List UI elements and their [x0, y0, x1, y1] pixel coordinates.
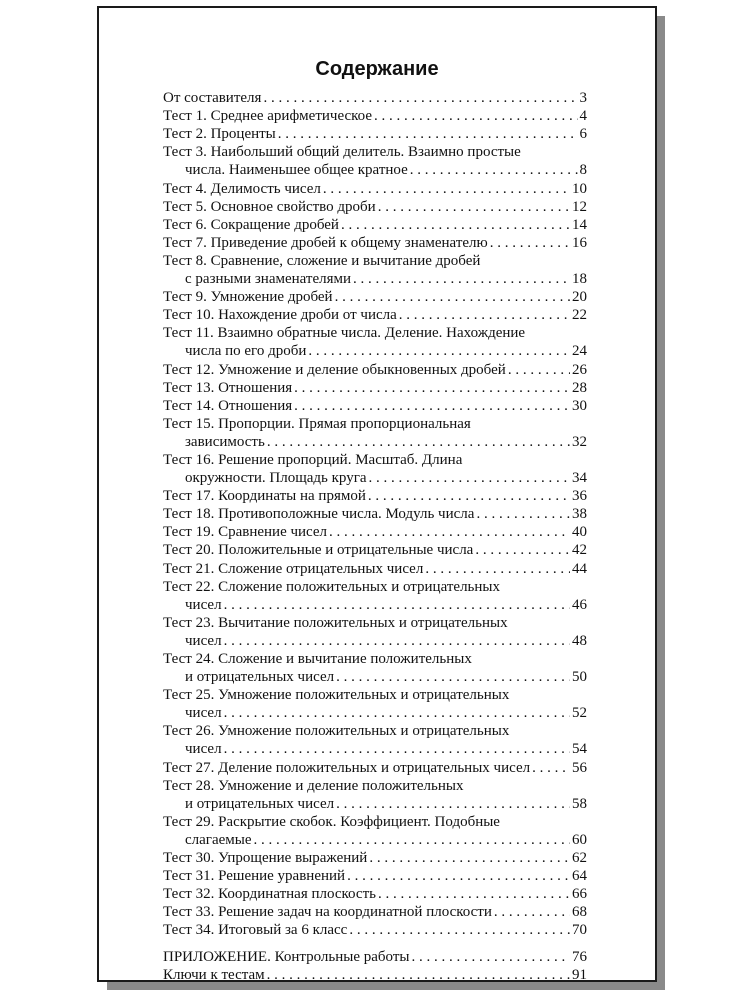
- toc-page-number: 16: [572, 234, 587, 251]
- toc-page-number: 32: [572, 433, 587, 450]
- toc-entry-line: [163, 614, 587, 632]
- toc-page-number: 14: [572, 216, 587, 233]
- dot-leader: [368, 487, 570, 505]
- toc-page-number: 38: [572, 506, 587, 523]
- toc-entry-title: Тест 10. Нахождение дроби от числа: [163, 307, 397, 324]
- toc-page-number: 62: [572, 850, 587, 867]
- toc-entry: [163, 668, 587, 686]
- toc-page-number: 66: [572, 886, 587, 903]
- dot-leader: [476, 505, 570, 523]
- toc-page-number: 20: [572, 289, 587, 306]
- toc-entry: [163, 107, 587, 125]
- dot-leader: [224, 704, 570, 722]
- toc-entry-title: Тест 24. Сложение и вычитание положительных: [163, 651, 472, 667]
- dot-leader: [278, 125, 578, 143]
- dot-leader: [263, 89, 577, 107]
- toc-entry-title: Тест 7. Приведение дробей к общему знаменателю: [163, 234, 488, 251]
- dot-leader: [267, 966, 570, 984]
- dot-leader: [494, 903, 570, 921]
- toc-entry: [163, 89, 587, 107]
- toc-entry-title: Тест 1. Среднее арифметическое: [163, 108, 373, 125]
- toc-entry: [163, 360, 587, 378]
- dot-leader: [349, 921, 570, 939]
- toc-page-number: 64: [572, 868, 587, 885]
- toc-entry-line: [163, 777, 587, 795]
- dot-leader: [475, 541, 570, 559]
- toc-entry-title: Тест 32. Координатная плоскость: [163, 886, 376, 903]
- toc-page-number: 3: [579, 90, 587, 107]
- dot-leader: [410, 161, 578, 179]
- toc-entry: [163, 947, 587, 965]
- toc-entry: [163, 559, 587, 577]
- toc-entry: [163, 596, 587, 614]
- toc-entry-title: Тест 22. Сложение положительных и отрицательных: [163, 578, 501, 595]
- toc-entry: [163, 505, 587, 523]
- toc-entry-title: чисел: [185, 705, 222, 722]
- dot-leader: [411, 948, 570, 966]
- toc-entry: [163, 849, 587, 867]
- dot-leader: [323, 180, 570, 198]
- toc-entry: [163, 867, 587, 885]
- toc-entry-title: с разными знаменателями: [185, 271, 352, 288]
- toc-entry-title: Тест 26. Умножение положительных и отрицательных: [163, 723, 510, 740]
- toc-entry-title: Тест 27. Деление положительных и отрицательных чисел: [163, 759, 531, 776]
- toc-entry: [163, 288, 587, 306]
- toc-entry-title: чисел: [185, 596, 222, 613]
- toc-entry-line: [163, 813, 587, 831]
- dot-leader: [224, 632, 570, 650]
- toc-entry: [163, 966, 587, 984]
- toc-page-number: 26: [572, 361, 587, 378]
- toc-entry-title: Тест 30. Упрощение выражений: [163, 850, 368, 867]
- toc-entry-title: Тест 9. Умножение дробей: [163, 289, 333, 306]
- dot-leader: [254, 831, 571, 849]
- toc-entry-title: Тест 2. Проценты: [163, 126, 276, 143]
- toc-entry-title: Тест 29. Раскрытие скобок. Коэффициент. Подобные: [163, 813, 500, 830]
- dot-leader: [378, 198, 570, 216]
- toc-entry-title: Тест 17. Координаты на прямой: [163, 488, 366, 505]
- toc-entry-title: Тест 15. Пропорции. Прямая пропорциональная: [163, 415, 471, 432]
- toc-page-number: 46: [572, 596, 587, 613]
- toc-entry-title: Тест 16. Решение пропорций. Масштаб. Длина: [163, 451, 463, 468]
- dot-leader: [369, 469, 570, 487]
- toc-entry-title: Тест 25. Умножение положительных и отрицательных: [163, 687, 510, 704]
- toc-page-number: 18: [572, 271, 587, 288]
- toc-page-number: 91: [572, 966, 587, 983]
- book-page: [97, 6, 657, 982]
- toc-entry: [163, 306, 587, 324]
- dot-leader: [294, 397, 570, 415]
- toc-entry-title: Тест 18. Противоположные числа. Модуль числа: [163, 506, 475, 523]
- toc-entry: [163, 758, 587, 776]
- toc-entry-line: [163, 578, 587, 596]
- dot-leader: [347, 867, 570, 885]
- toc-page-number: 24: [572, 343, 587, 360]
- toc-entry-title: числа по его дроби: [185, 343, 307, 360]
- toc-entry-title: Тест 28. Умножение и деление положительных: [163, 777, 464, 794]
- dot-leader: [532, 759, 570, 777]
- toc-page-number: 54: [572, 741, 587, 758]
- toc-entry-line: [163, 252, 587, 270]
- toc-entry: [163, 342, 587, 360]
- dot-leader: [369, 849, 570, 867]
- toc-entry-title: и отрицательных чисел: [185, 669, 335, 686]
- toc-entry: [163, 903, 587, 921]
- toc-entry-title: чисел: [185, 741, 222, 758]
- dot-leader: [267, 433, 570, 451]
- toc-entry: [163, 921, 587, 939]
- toc-entry-title: и отрицательных чисел: [185, 795, 335, 812]
- toc-entry-title: Тест 8. Сравнение, сложение и вычитание дробей: [163, 252, 481, 269]
- toc-entry: [163, 469, 587, 487]
- toc-page-number: 70: [572, 922, 587, 939]
- dot-leader: [353, 270, 570, 288]
- toc-entry-title: Тест 14. Отношения: [163, 397, 293, 414]
- toc-entry-line: [163, 415, 587, 433]
- toc-entry-title: Ключи к тестам: [163, 966, 265, 983]
- dot-leader: [341, 216, 570, 234]
- toc-page-number: 42: [572, 542, 587, 559]
- toc-page-number: 44: [572, 560, 587, 577]
- toc-entry-title: Тест 34. Итоговый за 6 класс: [163, 922, 348, 939]
- toc-entry: [163, 487, 587, 505]
- toc-entry: [163, 216, 587, 234]
- toc-entry-title: чисел: [185, 632, 222, 649]
- toc-entry-title: Тест 6. Сокращение дробей: [163, 216, 339, 233]
- toc-entry-line: [163, 722, 587, 740]
- toc-entry: [163, 795, 587, 813]
- dot-leader: [399, 306, 570, 324]
- toc-entry-title: Тест 5. Основное свойство дроби: [163, 198, 376, 215]
- toc-entry-line: [163, 324, 587, 342]
- toc-entry-line: [163, 650, 587, 668]
- section-gap: [163, 939, 587, 947]
- page-title: Содержание: [315, 58, 439, 80]
- toc-entry: [163, 270, 587, 288]
- toc-entry-title: Тест 33. Решение задач на координатной плоскости: [163, 904, 492, 921]
- toc-page-number: 48: [572, 632, 587, 649]
- toc-page-number: 6: [579, 126, 587, 143]
- dot-leader: [508, 361, 570, 379]
- toc-entry-title: зависимость: [185, 433, 265, 450]
- dot-leader: [336, 668, 570, 686]
- toc-entry: [163, 885, 587, 903]
- dot-leader: [308, 342, 570, 360]
- toc-page-number: 22: [572, 307, 587, 324]
- toc-entry: [163, 125, 587, 143]
- toc-entry-title: Тест 20. Положительные и отрицательные числа: [163, 542, 474, 559]
- dot-leader: [374, 107, 577, 125]
- toc-entry: [163, 179, 587, 197]
- toc-entry-title: Тест 11. Взаимно обратные числа. Деление. Нахождение: [163, 325, 526, 342]
- dot-leader: [224, 740, 570, 758]
- toc-entry-title: Тест 31. Решение уравнений: [163, 868, 346, 885]
- toc-entry-title: ПРИЛОЖЕНИЕ. Контрольные работы: [163, 948, 410, 965]
- toc-page-number: 76: [572, 948, 587, 965]
- table-of-contents: [163, 89, 587, 984]
- toc-entry: [163, 379, 587, 397]
- dot-leader: [329, 523, 570, 541]
- toc-page-number: 36: [572, 488, 587, 505]
- toc-entry: [163, 831, 587, 849]
- toc-page-number: 8: [579, 162, 587, 179]
- toc-page-number: 52: [572, 705, 587, 722]
- dot-leader: [336, 795, 570, 813]
- toc-page-number: 50: [572, 669, 587, 686]
- toc-entry-title: окружности. Площадь круга: [185, 470, 367, 487]
- toc-entry-line: [163, 686, 587, 704]
- toc-entry-title: Тест 12. Умножение и деление обыкновенных дробей: [163, 361, 506, 378]
- toc-page-number: 4: [579, 108, 587, 125]
- toc-entry-title: От составителя: [163, 90, 262, 107]
- toc-entry: [163, 632, 587, 650]
- toc-entry-title: Тест 23. Вычитание положительных и отрицательных: [163, 614, 508, 631]
- toc-entry-title: Тест 21. Сложение отрицательных чисел: [163, 560, 424, 577]
- toc-page-number: 58: [572, 795, 587, 812]
- toc-entry-line: [163, 451, 587, 469]
- toc-entry-title: Тест 4. Делимость чисел: [163, 180, 321, 197]
- toc-entry: [163, 433, 587, 451]
- toc-entry-title: Тест 3. Наибольший общий делитель. Взаимно простые: [163, 144, 521, 161]
- toc-entry-line: [163, 143, 587, 161]
- toc-entry: [163, 523, 587, 541]
- toc-page-number: 30: [572, 397, 587, 414]
- dot-leader: [335, 288, 570, 306]
- toc-entry: [163, 704, 587, 722]
- toc-entry: [163, 198, 587, 216]
- dot-leader: [224, 596, 570, 614]
- toc-page-number: 60: [572, 831, 587, 848]
- toc-entry: [163, 234, 587, 252]
- toc-entry-title: Тест 19. Сравнение чисел: [163, 524, 328, 541]
- toc-page-number: 28: [572, 379, 587, 396]
- dot-leader: [490, 234, 570, 252]
- toc-entry: [163, 740, 587, 758]
- toc-entry-title: числа. Наименьшее общее кратное: [185, 162, 408, 179]
- toc-entry: [163, 541, 587, 559]
- dot-leader: [378, 885, 570, 903]
- toc-page-number: 56: [572, 759, 587, 776]
- toc-entry: [163, 397, 587, 415]
- dot-leader: [294, 379, 570, 397]
- toc-page-number: 68: [572, 904, 587, 921]
- toc-page-number: 34: [572, 470, 587, 487]
- dot-leader: [425, 560, 570, 578]
- toc-page-number: 12: [572, 198, 587, 215]
- toc-entry: [163, 161, 587, 179]
- toc-entry-title: слагаемые: [185, 831, 252, 848]
- toc-entry-title: Тест 13. Отношения: [163, 379, 293, 396]
- toc-page-number: 10: [572, 180, 587, 197]
- toc-page-number: 40: [572, 524, 587, 541]
